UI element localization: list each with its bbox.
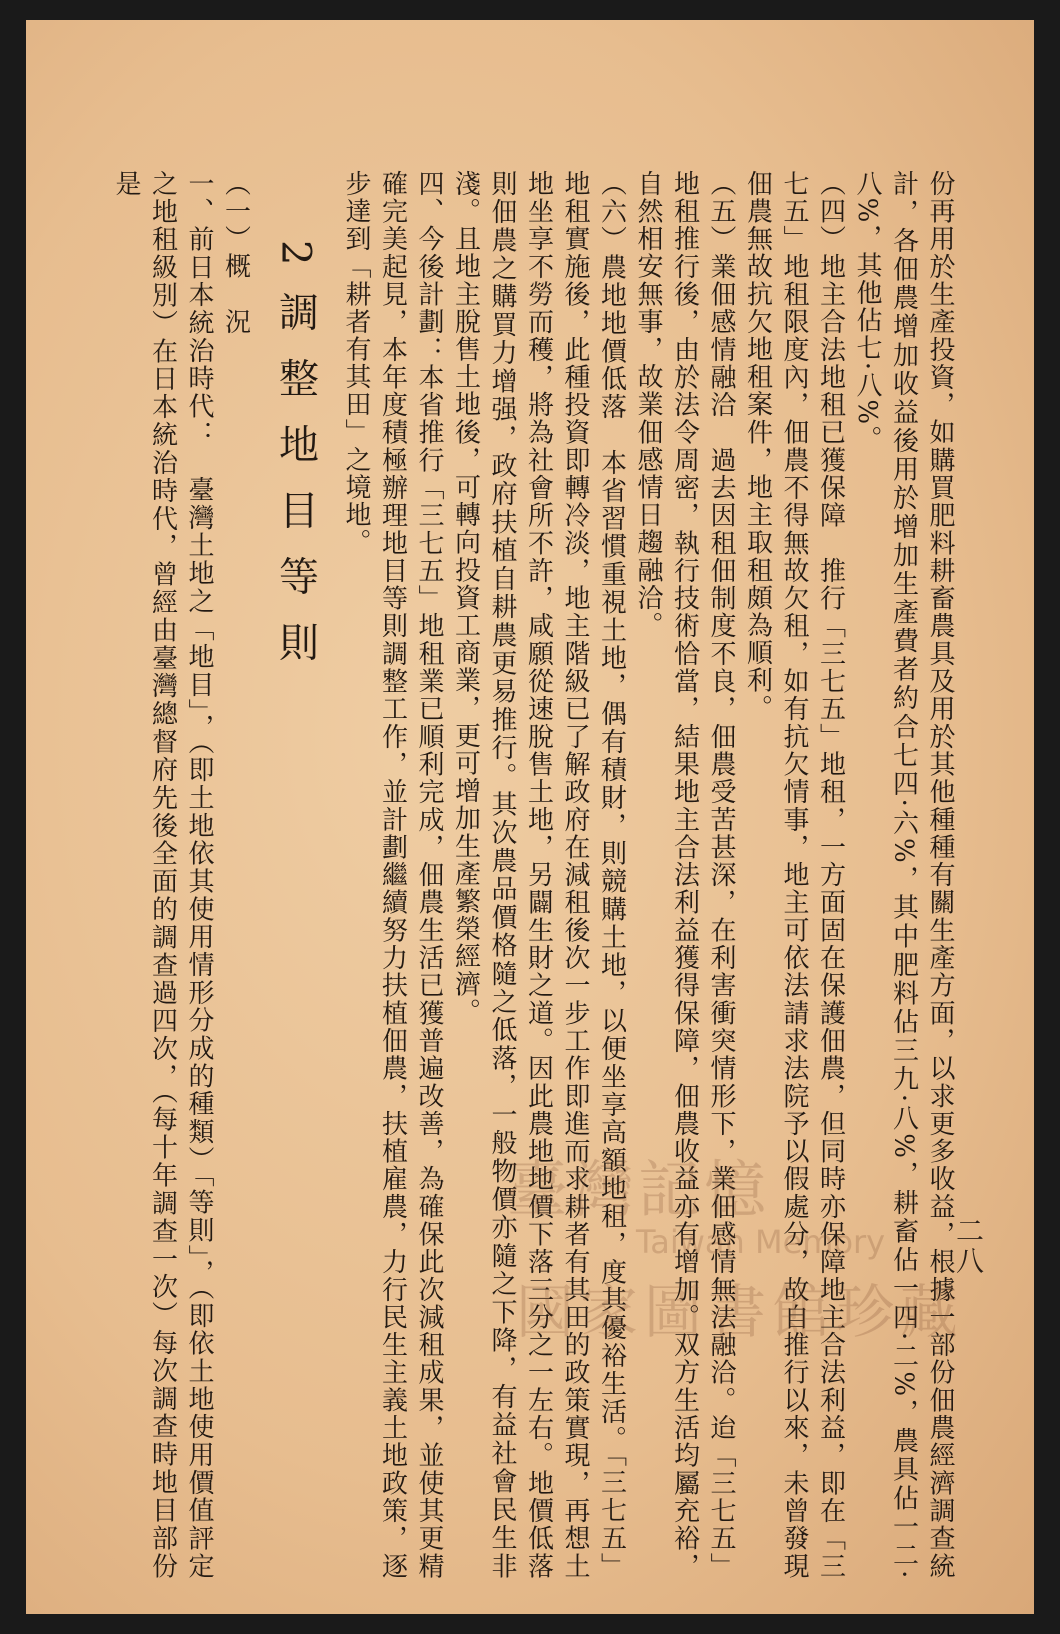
paragraph-relations: （五）業佃感情融洽 過去因租佃制度不良，佃農受苦甚深，在利害衝突情形下，業佃感情無法融洽。迨「三七五」地租推行後，由於法令周密，執行技術恰當，結果地主合法利益獲得保障，佃農收益亦有增加。双方生活均屬充裕，自然相安無事，故業佃感情日趨融洽。 — [633, 170, 736, 1580]
paragraph-landlord-rent: （四）地主合法地租已獲保障 推行「三七五」地租，一方面固在保護佃農，但同時亦保障地主合法利益，即在「三七五」地租限度內，佃農不得無故欠租，如有抗欠情事，地主可依法請求法院予以假處分，故自推行以來，未曾發現佃農無故抗欠地租案件，地主取租頗為順利。 — [742, 170, 846, 1580]
paragraph-future-plan: 四、今後計劃：本省推行「三七五」地租業已順利完成，佃農生活已獲普遍改善，為確保此次減租成果，並使其更精確完美起見，本年度積極辦理地目等則調整工作，並計劃繼續努力扶植佃農，扶植雇農，力行民生主義土地政策，逐步達到「耕者有其田」之境地。 — [341, 170, 444, 1580]
paragraph-land-price: （六）農地地價低落 本省習慣重視土地，偶有積財，則競購土地，以便坐享高額地租，度其優裕生活。「三七五」地租實施後，此種投資即轉冷淡，地主階級已了解政府在減租後次一步工作即進而求耕者有其田的政策實現，再想土地坐享不勞而穫，將為社會所不許，咸願從速脫售土地，另闢生財之道。因此農地地價下落三分之一左右。地價低落則佃農之購買力增强，政府扶植自耕農更易推行。其次農品價格隨之低落，一般物價亦隨之下降，有益社會民生非淺。且地主脫售土地後，可轉向投資工商業，更可增加生產繁榮經濟。 — [450, 170, 627, 1580]
page-number: 二八 — [952, 1216, 985, 1276]
watermark-line-3: 國家圖書館珍藏 — [515, 1278, 964, 1346]
library-watermark — [506, 1140, 964, 1349]
section-heading: 2調整地目等則 — [272, 240, 319, 688]
watermark-line-1: 臺灣記憶 — [505, 1153, 770, 1226]
watermark-line-2: Taiwan Memory — [635, 1223, 886, 1261]
paragraph-continuation: 份再用於生產投資，如購買肥料耕畜農具及用於其他種種有關生產方面，以求更多收益，根據一部份佃農經濟調查統計，各佃農增加收益後用於增加生產費者約合七四·六%，其中肥料佔三九·八%，耕畜佔一四·二%，農具佔一二·八%，其他佔七·八%。 — [852, 170, 955, 1580]
document-page — [26, 20, 1034, 1614]
subsection-overview: （一）概 況 — [220, 170, 251, 336]
vertical-text-body — [108, 170, 958, 1580]
paragraph-japanese-era: 一、前日本統治時代： 臺灣土地之「地目」，（即土地依其使用情形分成的種類）「等則」，（即依土地使用價值評定之地租級別）在日本統治時代，曾經由臺灣總督府先後全面的調查過四次，（每十年調查一次）每次調查時地目部份是 — [111, 170, 214, 1580]
